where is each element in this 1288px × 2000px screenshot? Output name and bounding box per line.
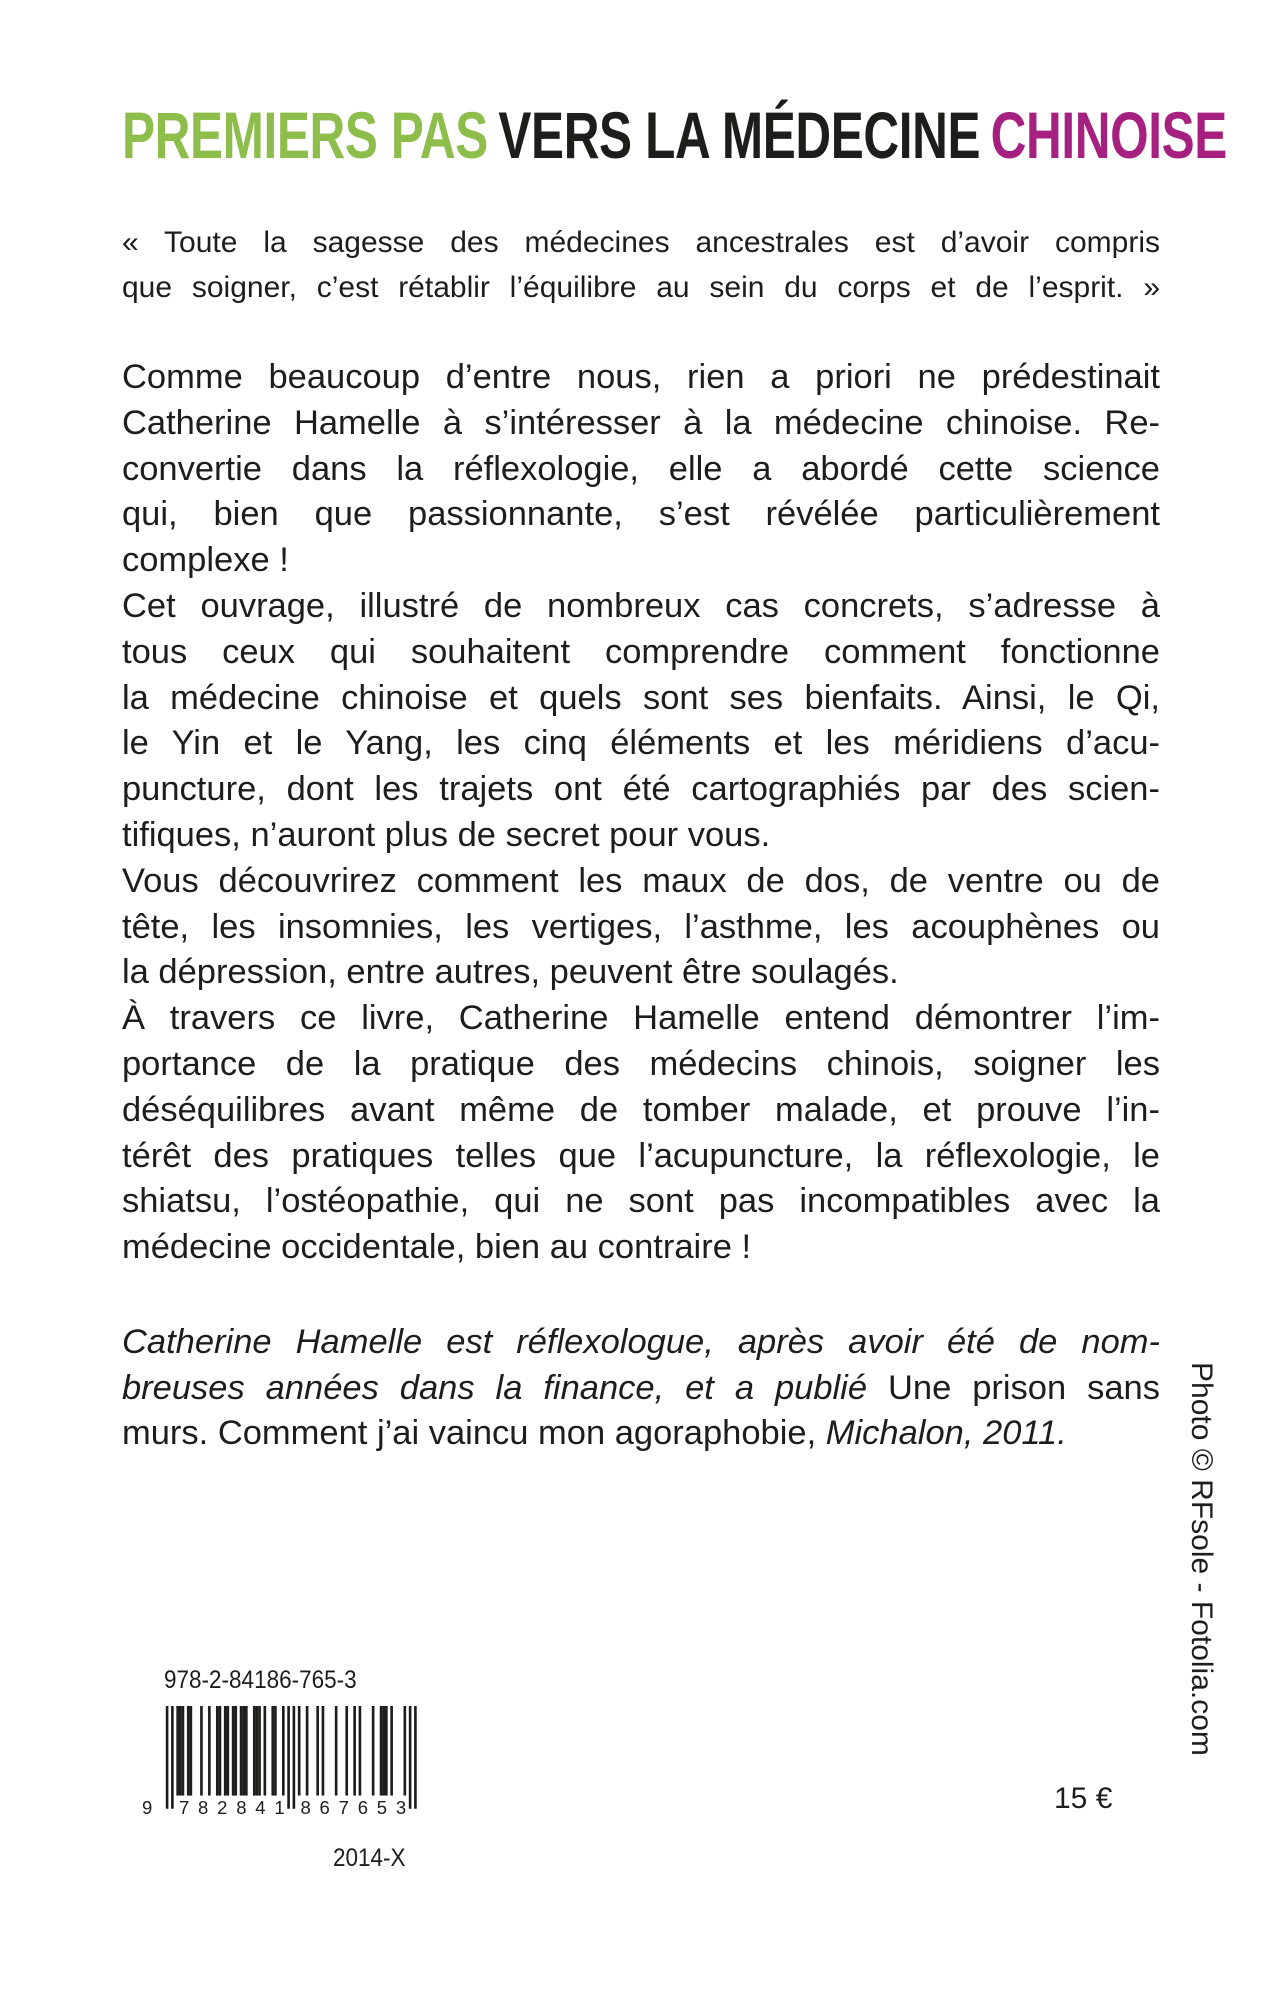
- bio-text-italic: breuses années dans la finance, et a publié: [122, 1368, 868, 1407]
- barcode-bar: [179, 1706, 182, 1796]
- quote-line: que soigner, c’est rétablir l’équilibre au sein du corps et de l’esprit. »: [122, 271, 1160, 304]
- author-bio: [122, 1320, 1160, 1457]
- epigraph-quote: [122, 220, 1160, 310]
- title-part-vers-la-medecine: VERS LA MÉDECINE: [498, 98, 981, 172]
- barcode-bar: [287, 1706, 290, 1809]
- barcode-bar: [253, 1706, 256, 1796]
- barcode-bar: [208, 1706, 211, 1796]
- barcode-bar: [240, 1706, 243, 1796]
- barcode-bar: [271, 1706, 274, 1796]
- barcode-bar: [316, 1706, 319, 1796]
- barcode-bar: [190, 1706, 193, 1796]
- photo-credit: Photo © RFsole - Fotolia.com: [1185, 1362, 1218, 1756]
- barcode-bar: [390, 1706, 393, 1796]
- price: 15 €: [1054, 1782, 1113, 1815]
- barcode-bar: [234, 1706, 237, 1796]
- barcode-bar: [298, 1706, 301, 1796]
- title-part-premiers-pas: PREMIERS PAS: [122, 98, 488, 172]
- body-line: portance de la pratique des médecins chinois, soigner les: [122, 1044, 1160, 1083]
- barcode-bar: [176, 1706, 179, 1796]
- publisher-ref: 2014-X: [333, 1844, 406, 1872]
- body-line: Vous découvrirez comment les maux de dos, de ventre ou de: [122, 861, 1160, 900]
- body-line: déséquilibres avant même de tomber malade, et prouve l’in-: [122, 1090, 1160, 1129]
- barcode-bar: [385, 1706, 388, 1796]
- body-line: Catherine Hamelle à s’intéresser à la médecine chinoise. Re-: [122, 403, 1160, 442]
- barcode-digits-right: 867653: [300, 1797, 407, 1814]
- bio-line: [122, 1411, 1160, 1457]
- body-line: térêt des pratiques telles que l’acupuncture, la réflexologie, le: [122, 1136, 1160, 1175]
- bio-line: Catherine Hamelle est réflexologue, après avoir été de nom-: [122, 1323, 1160, 1361]
- body-line: la dépression, entre autres, peuvent être soulagés.: [122, 953, 899, 992]
- blurb-body: [122, 355, 1160, 1271]
- body-line: la médecine chinoise et quels sont ses bienfaits. Ainsi, le Qi,: [122, 678, 1160, 717]
- barcode-bar: [380, 1706, 383, 1796]
- body-line: tifiques, n’auront plus de secret pour vous.: [122, 815, 771, 854]
- barcode-bar: [216, 1706, 219, 1796]
- body-line: convertie dans la réflexologie, elle a abordé cette science: [122, 449, 1160, 488]
- ean-barcode: [142, 1706, 422, 1814]
- quote-line: « Toute la sagesse des médecines ancestrales est d’avoir compris: [122, 226, 1160, 259]
- barcode-bar: [404, 1706, 407, 1796]
- body-line: complexe !: [122, 541, 289, 580]
- body-line: shiatsu, l’ostéopathie, qui ne sont pas incompatibles avec la: [122, 1182, 1160, 1221]
- barcode-bar: [382, 1706, 385, 1796]
- barcode-bar: [282, 1706, 285, 1796]
- barcode-bar: [335, 1706, 338, 1796]
- barcode-bar: [258, 1706, 261, 1796]
- barcode-bar: [409, 1706, 412, 1809]
- body-line: le Yin et le Yang, les cinq éléments et les méridiens d’acu-: [122, 724, 1160, 763]
- body-line: Cet ouvrage, illustré de nombreux cas concrets, s’adresse à: [122, 586, 1160, 625]
- bio-book-title: Une prison sans: [887, 1368, 1160, 1407]
- bio-publisher: Michalon, 2011.: [825, 1414, 1067, 1452]
- barcode-bar: [274, 1706, 277, 1796]
- barcode-bar: [219, 1706, 222, 1796]
- body-line: puncture, dont les trajets ont été cartographiés par des scien-: [122, 770, 1160, 809]
- barcode-bar: [166, 1706, 169, 1809]
- barcode-digits-left: 782841: [178, 1797, 285, 1814]
- body-line: médecine occidentale, bien au contraire !: [122, 1228, 752, 1267]
- barcode-bar: [200, 1706, 203, 1796]
- body-line: tous ceux qui souhaitent comprendre comment fonctionne: [122, 632, 1160, 671]
- barcode-digit-first: 9: [142, 1797, 153, 1814]
- barcode-bar: [322, 1706, 325, 1796]
- body-line: qui, bien que passionnante, s’est révélée particulièrement: [122, 495, 1160, 534]
- title-part-chinoise: CHINOISE: [990, 98, 1227, 172]
- bio-book-title-cont: murs. Comment j’ai vaincu mon agoraphobie,: [122, 1414, 817, 1452]
- barcode-bar: [353, 1706, 356, 1796]
- body-line: Comme beaucoup d’entre nous, rien a priori ne prédestinait: [122, 358, 1160, 396]
- body-line: À travers ce livre, Catherine Hamelle entend démontrer l’im-: [122, 999, 1160, 1038]
- barcode-bar: [414, 1706, 417, 1809]
- barcode-bar: [264, 1706, 267, 1796]
- barcode-bar: [232, 1706, 235, 1796]
- barcode-bar: [359, 1706, 362, 1796]
- barcode-bar: [306, 1706, 309, 1796]
- barcode-bar: [227, 1706, 230, 1796]
- barcode-bar: [242, 1706, 245, 1796]
- barcode-bar: [182, 1706, 185, 1796]
- isbn-text: 978-2-84186-765-3: [164, 1666, 357, 1694]
- barcode-bar: [224, 1706, 227, 1796]
- barcode-bar: [187, 1706, 190, 1796]
- barcode-bar: [372, 1706, 375, 1796]
- barcode-bar: [293, 1706, 296, 1809]
- bio-line: [122, 1366, 1160, 1412]
- book-title: [122, 98, 1227, 172]
- barcode-bar: [256, 1706, 259, 1796]
- barcode-bar: [245, 1706, 248, 1796]
- body-line: tête, les insomnies, les vertiges, l’asthme, les acouphènes ou: [122, 907, 1160, 946]
- barcode-bar: [345, 1706, 348, 1796]
- barcode-bar: [171, 1706, 174, 1809]
